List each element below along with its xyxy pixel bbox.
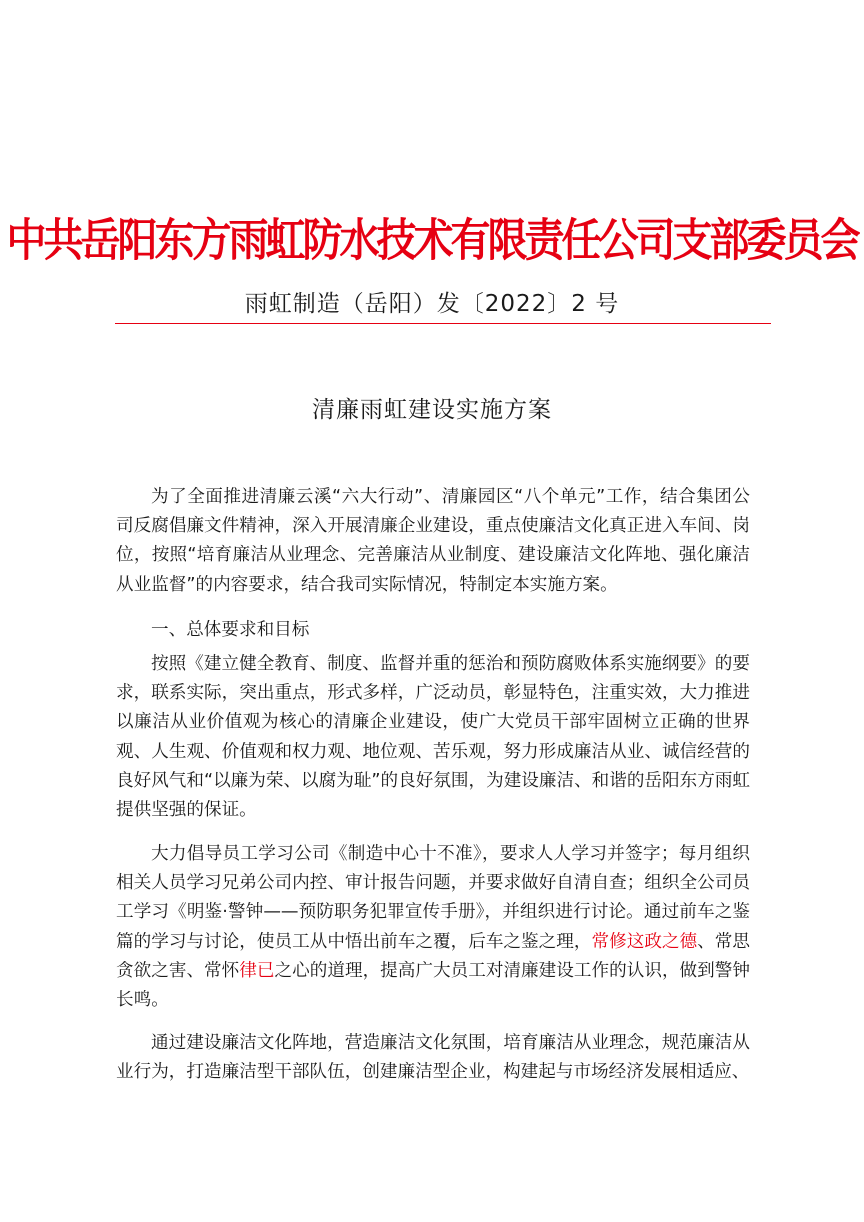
section1-paragraph-2 <box>116 840 750 1015</box>
highlighted-phrase: 常修这政之德 <box>591 931 698 952</box>
section1-paragraph-3: 通过建设廉洁文化阵地，营造廉洁文化氛围，培育廉洁从业理念，规范廉洁从业行为，打造廉洁型干部队伍，创建廉洁型企业，构建起与市场经济发展相适应、 <box>116 1033 750 1083</box>
paragraph-text: 大力倡导员工学习公司《制造中心十不准》，要求人人学习并签字；每月组织相关人员学习兄弟公司内控、审计报告问题，并要求做好自清自查；组织全公司员工学习《明鉴·警钟——预防职务犯罪宣传手册》，并组织进行讨论。通过前车之鉴篇的学习与讨论，使员工从中悟出前车之覆，后车之鉴之理， <box>116 844 750 952</box>
red-header-rule <box>115 323 771 324</box>
paragraph-text: 之心的道理，提高广大员工对清廉建设工作的认识，做到警钟长鸣。 <box>116 960 750 1011</box>
document-number: 雨虹制造（岳阳）发〔2022〕2 号 <box>244 291 620 317</box>
highlighted-phrase: 律已 <box>239 960 275 981</box>
section-heading: 一、总体要求和目标 <box>151 620 310 640</box>
intro-paragraph: 为了全面推进清廉云溪“六大行动”、清廉园区“八个单元”工作，结合集团公司反腐倡廉文件精神，深入开展清廉企业建设，重点使廉洁文化真正进入车间、岗位，按照“培育廉洁从业理念、完善廉洁从业制度、建设廉洁文化阵地、强化廉洁从业监督”的内容要求，结合我司实际情况，特制定本实施方案。 <box>116 487 750 595</box>
section1-paragraph-1: 按照《建立健全教育、制度、监督并重的惩治和预防腐败体系实施纲要》的要求，联系实际，突出重点，形式多样，广泛动员，彰显特色，注重实效，大力推进以廉洁从业价值观为核心的清廉企业建设，使广大党员干部牢固树立正确的世界观、人生观、价值观和权力观、地位观、苦乐观，努力形成廉洁从业、诚信经营的良好风气和“以廉为荣、以腐为耻”的良好氛围，为建设廉洁、和谐的岳阳东方雨虹提供坚强的保证。 <box>116 654 751 821</box>
paragraph-text: 、常思贪欲之害、常怀 <box>116 931 750 981</box>
issuing-organization: 中共岳阳东方雨虹防水技术有限责任公司支部委员会 <box>6 215 858 267</box>
document-title: 清廉雨虹建设实施方案 <box>312 397 552 423</box>
